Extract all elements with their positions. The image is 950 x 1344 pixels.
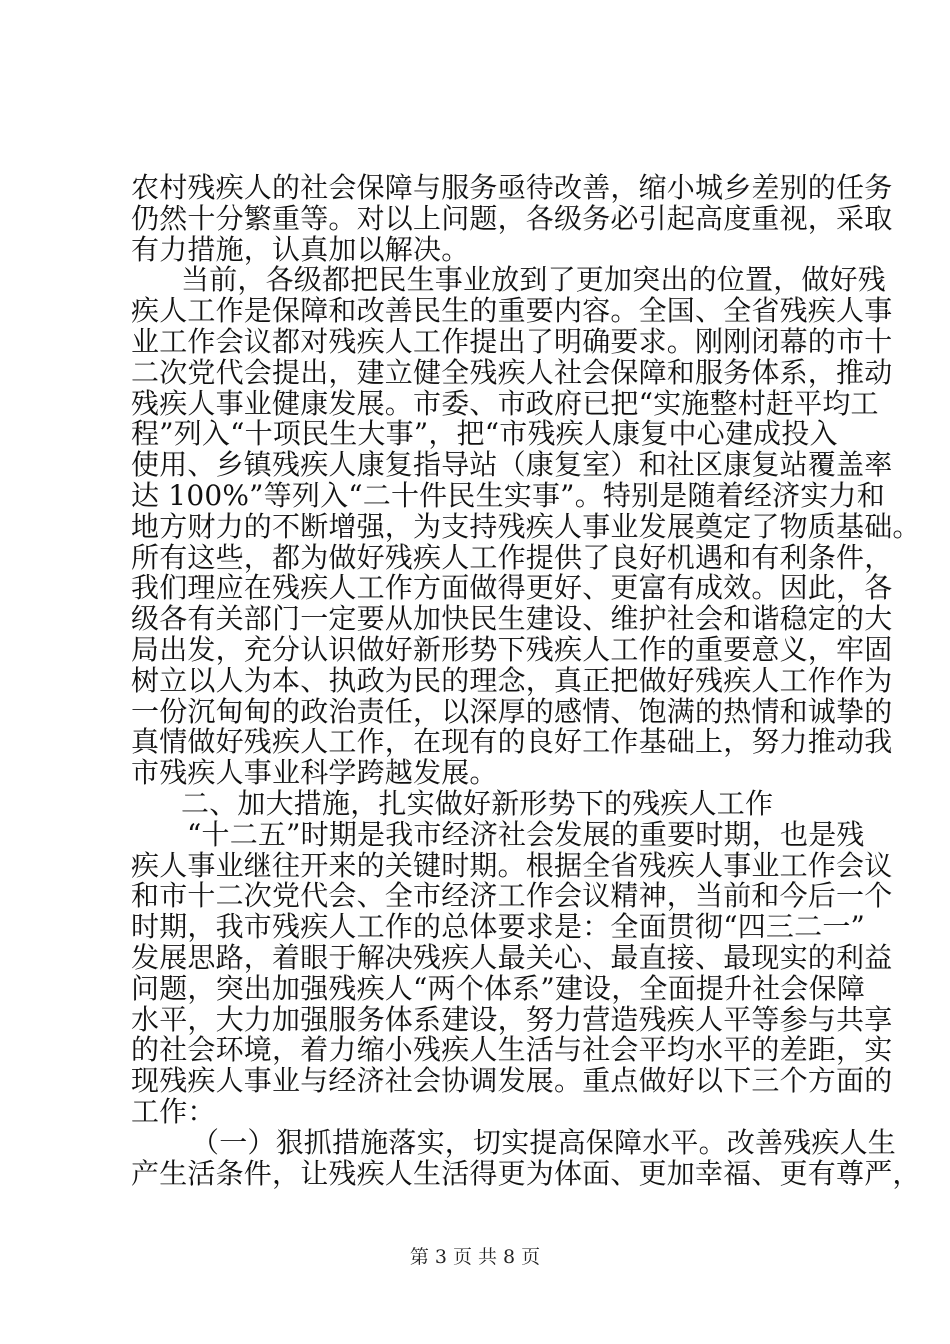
text-line: 仍然十分繁重等。对以上问题，各级务必引起高度重视，采取 (131, 201, 893, 235)
text-line: 农村残疾人的社会保障与服务亟待改善，缩小城乡差别的任务 (131, 171, 893, 204)
text-line: 产生活条件，让残疾人生活得更为体面、更加幸福、更有尊严， (131, 1156, 921, 1190)
text-line: 发展思路，着眼于解决残疾人最关心、最直接、最现实的利益 (131, 940, 893, 974)
text-line: 一份沉甸甸的政治责任，以深厚的感情、饱满的热情和诚挚的 (131, 694, 893, 728)
text-line: 残疾人事业健康发展。市委、市政府已把“实施整村赶平均工 (131, 386, 879, 420)
text-line: 地方财力的不断增强，为支持残疾人事业发展奠定了物质基础。 (131, 509, 921, 543)
text-line: 时期，我市残疾人工作的总体要求是：全面贯彻“四三二一” (131, 910, 866, 944)
section-heading: 二、加大措施，扎实做好新形势下的残疾人工作 (181, 786, 774, 820)
page-footer: 第 3 页 共 8 页 (409, 1246, 541, 1268)
text-line: 的社会环境，着力缩小残疾人生活与社会平均水平的差距，实 (131, 1033, 893, 1067)
text-line: 达 100%”等列入“二十件民生实事”。特别是随着经济实力和 (131, 478, 885, 512)
paragraph-start-line: “十二五”时期是我市经济社会发展的重要时期，也是残 (187, 817, 865, 851)
text-line: 二次党代会提出，建立健全残疾人社会保障和服务体系，推动 (131, 355, 893, 389)
text-line: 市残疾人事业科学跨越发展。 (131, 756, 498, 790)
text-line: 树立以人为本、执政为民的理念，真正把做好残疾人工作作为 (131, 663, 893, 697)
text-line: 疾人工作是保障和改善民生的重要内容。全国、全省残疾人事 (131, 294, 893, 328)
text-line: 疾人事业继往开来的关键时期。根据全省残疾人事业工作会议 (131, 848, 893, 882)
text-line: 真情做好残疾人工作，在现有的良好工作基础上，努力推动我 (131, 725, 893, 759)
text-line: 业工作会议都对残疾人工作提出了明确要求。刚刚闭幕的市十 (131, 324, 893, 358)
text-line: 现残疾人事业与经济社会协调发展。重点做好以下三个方面的 (131, 1064, 893, 1098)
body-text (131, 171, 921, 1190)
text-line: 程”列入“十项民生大事”，把“市残疾人康复中心建成投入 (131, 417, 838, 451)
text-line: 我们理应在残疾人工作方面做得更好、更富有成效。因此，各 (131, 571, 893, 605)
text-line: 水平，大力加强服务体系建设，努力营造残疾人平等参与共享 (131, 1002, 893, 1036)
text-line: 级各有关部门一定要从加快民生建设、维护社会和谐稳定的大 (131, 602, 893, 636)
subsection-heading-line: （一）狠抓措施落实，切实提高保障水平。改善残疾人生 (191, 1125, 897, 1159)
text-line: 和市十二次党代会、全市经济工作会议精神，当前和今后一个 (131, 879, 893, 913)
paragraph-start-line: 当前，各级都把民生事业放到了更加突出的位置，做好残 (181, 263, 887, 297)
text-line: 所有这些，都为做好残疾人工作提供了良好机遇和有利条件， (131, 540, 893, 574)
text-line: 局出发，充分认识做好新形势下残疾人工作的重要意义，牢固 (131, 632, 893, 666)
text-line: 有力措施，认真加以解决。 (131, 232, 470, 266)
text-line: 问题，突出加强残疾人“两个体系”建设，全面提升社会保障 (131, 971, 866, 1005)
text-line: 使用、乡镇残疾人康复指导站（康复室）和社区康复站覆盖率 (131, 448, 893, 482)
text-line: 工作： (131, 1094, 216, 1128)
